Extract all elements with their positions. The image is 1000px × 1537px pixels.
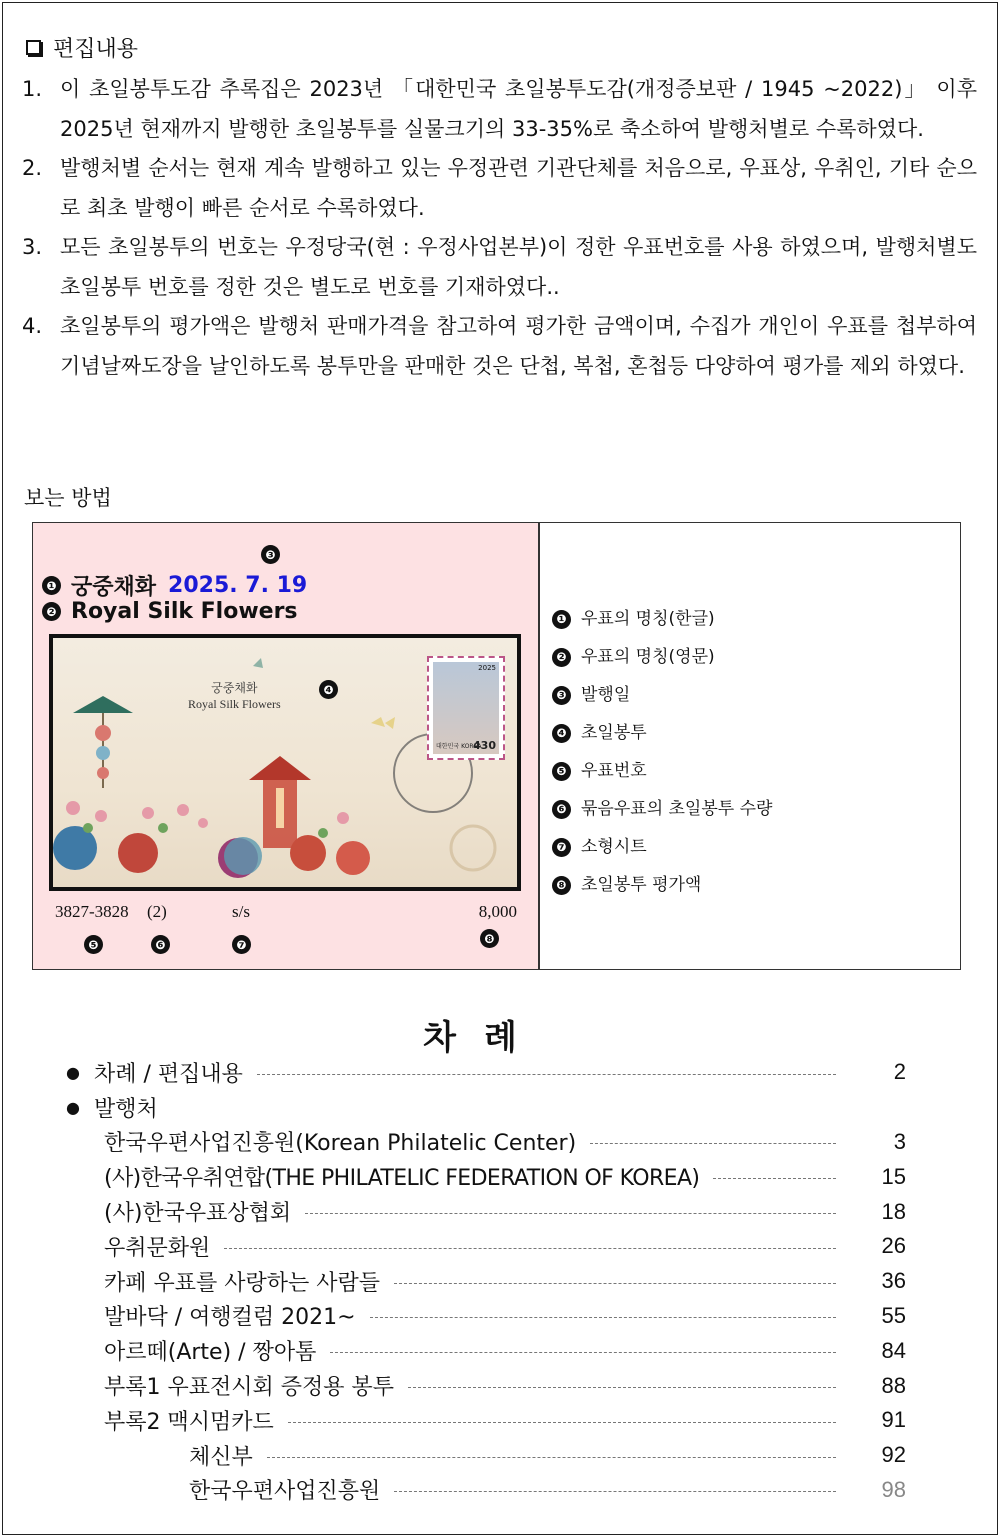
example-stamp-number: 3827-3828 — [55, 902, 129, 921]
marker-7: ❼ — [232, 935, 251, 954]
toc-label: 부록1 우표전시회 증정용 봉투 — [104, 1370, 408, 1401]
note-text: 초일봉투의 평가액은 발행처 판매가격을 참고하여 평가한 금액이며, 수집가 개인이 우표를 첩부하여 기념날짜도장을 날인하도록 봉투만을 판매한 것은 단첩, 복첩, 혼첩등 다양하여 평가를 제외 하였다. — [60, 314, 977, 378]
example-title-ko — [42, 570, 307, 601]
toc-label: 발바닥 / 여행컬럼 2021~ — [104, 1300, 370, 1331]
toc-leader — [330, 1352, 836, 1353]
legend-marker: ❸ — [552, 686, 571, 705]
toc-row[interactable] — [66, 1473, 906, 1508]
marker-3: ❸ — [261, 545, 280, 564]
legend-label: 초일봉투 — [581, 723, 647, 743]
checkbox-icon — [26, 40, 41, 55]
toc-label: 아르떼(Arte) / 짱아톰 — [104, 1335, 330, 1366]
edit-section-title — [26, 32, 138, 63]
legend-label: 발행일 — [581, 685, 631, 705]
table-of-contents — [66, 1055, 906, 1507]
toc-row[interactable] — [66, 1438, 906, 1473]
note-number: 4. — [22, 314, 43, 338]
legend-marker: ❹ — [552, 724, 571, 743]
bullet-icon: ● — [66, 1097, 80, 1117]
toc-page: 88 — [881, 1372, 906, 1398]
toc-page: 36 — [881, 1268, 906, 1294]
legend-label: 초일봉투 평가액 — [581, 875, 702, 895]
toc-page: 55 — [881, 1302, 906, 1328]
toc-leader — [394, 1491, 836, 1492]
note-item — [22, 70, 977, 149]
legend-item — [552, 600, 772, 638]
note-item — [22, 307, 977, 386]
note-text: 이 초일봉투도감 추록집은 2023년 「대한민국 초일봉투도감(개정증보판 / 1945 ~2022)」 이후 2025년 현재까지 발행한 초일봉투를 실물크기의 33-35%로 축소하여 발행처별로 수록하였다. — [60, 77, 977, 141]
legend-label: 우표의 명칭(영문) — [581, 647, 715, 667]
example-title-en — [42, 599, 298, 624]
toc-page: 2 — [893, 1059, 906, 1085]
legend-marker: ❶ — [552, 610, 571, 629]
cover-title — [188, 680, 281, 712]
toc-leader — [394, 1283, 836, 1284]
edit-notes — [22, 70, 977, 386]
stamp-country: 대한민국 KOREA — [436, 743, 482, 750]
toc-title: 차례 — [423, 1018, 545, 1058]
toc-label: 발행처 — [94, 1092, 172, 1123]
toc-page: 91 — [881, 1407, 906, 1433]
legend-label: 우표의 명칭(한글) — [581, 609, 715, 629]
toc-label: 한국우편사업진흥원 — [189, 1474, 394, 1505]
toc-label: 한국우편사업진흥원(Korean Philatelic Center) — [104, 1126, 590, 1157]
legend-item — [552, 866, 772, 904]
marker-2: ❷ — [42, 602, 61, 621]
cover-title-en: Royal Silk Flowers — [188, 697, 281, 711]
toc-leader — [408, 1387, 836, 1388]
cover-title-ko: 궁중채화 — [211, 681, 258, 695]
toc-label: 체신부 — [189, 1440, 267, 1471]
legend-label: 소형시트 — [581, 837, 647, 857]
legend-item — [552, 828, 772, 866]
toc-label: 부록2 맥시멈카드 — [104, 1405, 288, 1436]
toc-page: 15 — [881, 1163, 906, 1189]
note-item — [22, 149, 977, 228]
toc-page: 92 — [881, 1442, 906, 1468]
toc-row[interactable] — [66, 1229, 906, 1264]
toc-page: 26 — [881, 1233, 906, 1259]
toc-leader — [267, 1457, 836, 1458]
toc-label: (사)한국우표상협회 — [104, 1196, 305, 1227]
toc-leader — [305, 1213, 836, 1214]
toc-page: 98 — [881, 1476, 906, 1502]
example-sheet: s/s — [232, 902, 250, 921]
toc-leader — [257, 1074, 836, 1075]
toc-row[interactable] — [66, 1264, 906, 1299]
marker-8: ❽ — [480, 929, 499, 948]
legend-marker: ❽ — [552, 876, 571, 895]
toc-leader — [288, 1422, 836, 1423]
toc-leader — [713, 1178, 836, 1179]
legend-item — [552, 714, 772, 752]
legend-divider — [538, 522, 540, 970]
edit-section-label: 편집내용 — [53, 37, 139, 62]
legend-item — [552, 790, 772, 828]
toc-row[interactable] — [66, 1333, 906, 1368]
legend-list — [552, 600, 772, 904]
example-count: (2) — [147, 902, 167, 921]
fdc-cover-image — [49, 634, 521, 891]
legend-item — [552, 676, 772, 714]
toc-label: 카페 우표를 사랑하는 사람들 — [104, 1266, 394, 1297]
legend-item — [552, 752, 772, 790]
toc-page: 3 — [893, 1128, 906, 1154]
marker-4: ❹ — [319, 680, 338, 699]
note-text: 발행처별 순서는 현재 계속 발행하고 있는 우정관련 기관단체를 처음으로, 우표상, 우취인, 기타 순으로 최초 발행이 빠른 순서로 수록하였다. — [60, 156, 977, 220]
legend-marker: ❺ — [552, 762, 571, 781]
marker-1: ❶ — [42, 576, 61, 595]
toc-row — [66, 1090, 906, 1125]
toc-row[interactable] — [66, 1368, 906, 1403]
note-item — [22, 228, 977, 307]
toc-page: 18 — [881, 1198, 906, 1224]
marker-6: ❻ — [151, 935, 170, 954]
toc-label: 우취문화원 — [104, 1231, 224, 1262]
toc-leader — [224, 1248, 836, 1249]
toc-row[interactable] — [66, 1403, 906, 1438]
example-name-ko: 궁중채화 — [71, 575, 157, 600]
stamp-year: 2025 — [478, 664, 496, 672]
toc-row[interactable] — [66, 1159, 906, 1194]
stamp-image — [433, 662, 499, 754]
toc-page: 84 — [881, 1337, 906, 1363]
legend-marker: ❻ — [552, 800, 571, 819]
stamp-value: 430 — [473, 739, 496, 752]
bullet-icon: ● — [66, 1062, 80, 1082]
example-price: 8,000 — [478, 902, 517, 921]
toc-row[interactable] — [66, 1194, 906, 1229]
note-number: 2. — [22, 156, 43, 180]
legend-label: 묶음우표의 초일봉투 수량 — [581, 799, 773, 819]
toc-leader — [590, 1143, 836, 1144]
example-date: 2025. 7. 19 — [168, 573, 308, 598]
legend-marker: ❼ — [552, 838, 571, 857]
toc-row[interactable] — [66, 1055, 906, 1090]
affixed-stamp — [427, 656, 505, 760]
note-number: 1. — [22, 77, 43, 101]
note-number: 3. — [22, 235, 43, 259]
toc-label: (사)한국우취연합(THE PHILATELIC FEDERATION OF KOREA) — [104, 1161, 713, 1192]
legend-label: 우표번호 — [581, 761, 647, 781]
toc-row[interactable] — [66, 1299, 906, 1334]
toc-leader — [370, 1317, 836, 1318]
toc-label: 차례 / 편집내용 — [94, 1057, 257, 1088]
toc-row[interactable] — [66, 1125, 906, 1160]
legend-item — [552, 638, 772, 676]
howto-label: 보는 방법 — [24, 486, 112, 510]
marker-5: ❺ — [84, 935, 103, 954]
example-name-en: Royal Silk Flowers — [71, 599, 298, 624]
legend-marker: ❷ — [552, 648, 571, 667]
note-text: 모든 초일봉투의 번호는 우정당국(현 : 우정사업본부)이 정한 우표번호를 사용 하였으며, 발행처별도 초일봉투 번호를 정한 것은 별도로 번호를 기재하였다.. — [60, 235, 977, 299]
